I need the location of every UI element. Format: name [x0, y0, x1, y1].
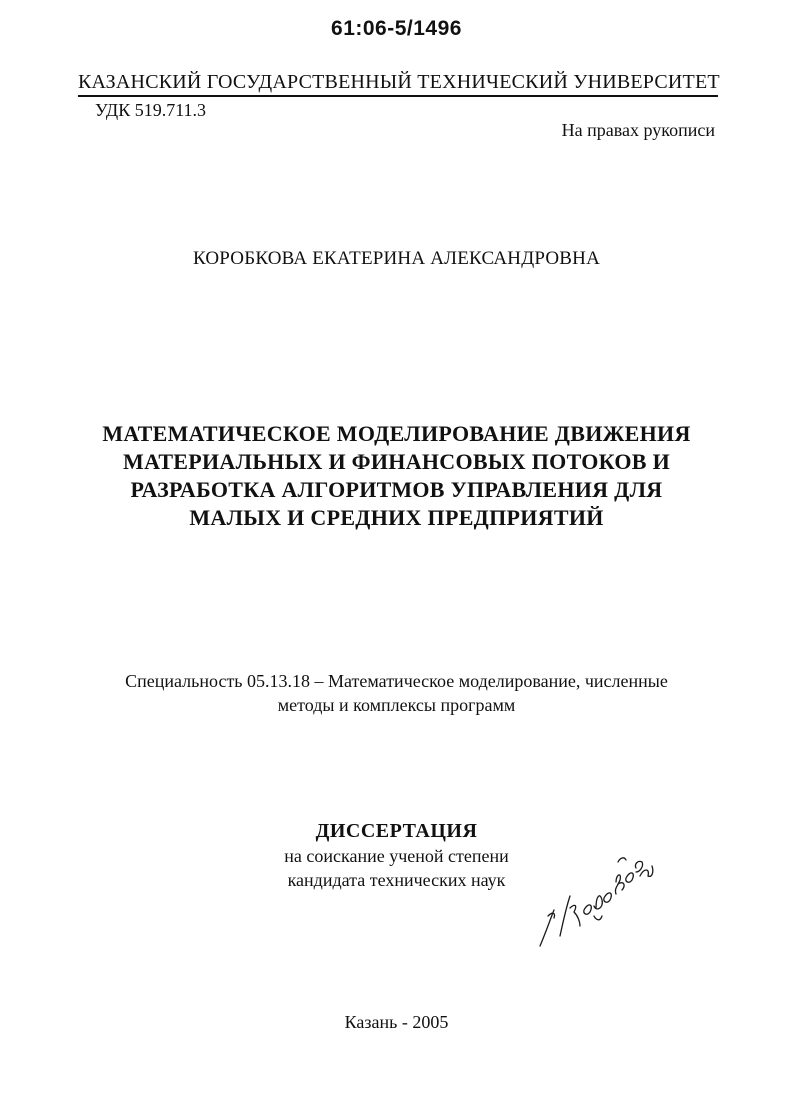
degree-line: кандидата технических наук: [287, 870, 506, 890]
degree-block: [0, 818, 793, 892]
degree-heading: ДИССЕРТАЦИЯ: [315, 820, 478, 842]
title-line: РАЗРАБОТКА АЛГОРИТМОВ УПРАВЛЕНИЯ ДЛЯ: [130, 477, 663, 502]
title-line: МАТЕМАТИЧЕСКОЕ МОДЕЛИРОВАНИЕ ДВИЖЕНИЯ: [102, 421, 691, 446]
header-divider: [78, 95, 718, 97]
title-line: МАТЕРИАЛЬНЫХ И ФИНАНСОВЫХ ПОТОКОВ И: [123, 449, 670, 474]
title-line: МАЛЫХ И СРЕДНИХ ПРЕДПРИЯТИЙ: [189, 505, 604, 530]
place-and-year: Казань - 2005: [344, 1012, 449, 1032]
handwritten-signature-icon: [530, 850, 660, 960]
udc-code: УДК 519.711.3: [95, 100, 207, 120]
university-name: КАЗАНСКИЙ ГОСУДАРСТВЕННЫЙ ТЕХНИЧЕСКИЙ УНИВЕРСИТЕТ: [78, 71, 720, 93]
rights-note: На правах рукописи: [561, 120, 715, 140]
degree-line: на соискание ученой степени: [284, 846, 509, 866]
author-name: КОРОБКОВА ЕКАТЕРИНА АЛЕКСАНДРОВНА: [192, 248, 601, 269]
specialty-line: Специальность 05.13.18 – Математическое моделирование, численные: [125, 671, 668, 691]
specialty-line: методы и комплексы программ: [277, 695, 516, 715]
dissertation-title: [60, 420, 733, 532]
archive-code: 61:06-5/1496: [331, 17, 462, 40]
specialty: [40, 669, 753, 717]
